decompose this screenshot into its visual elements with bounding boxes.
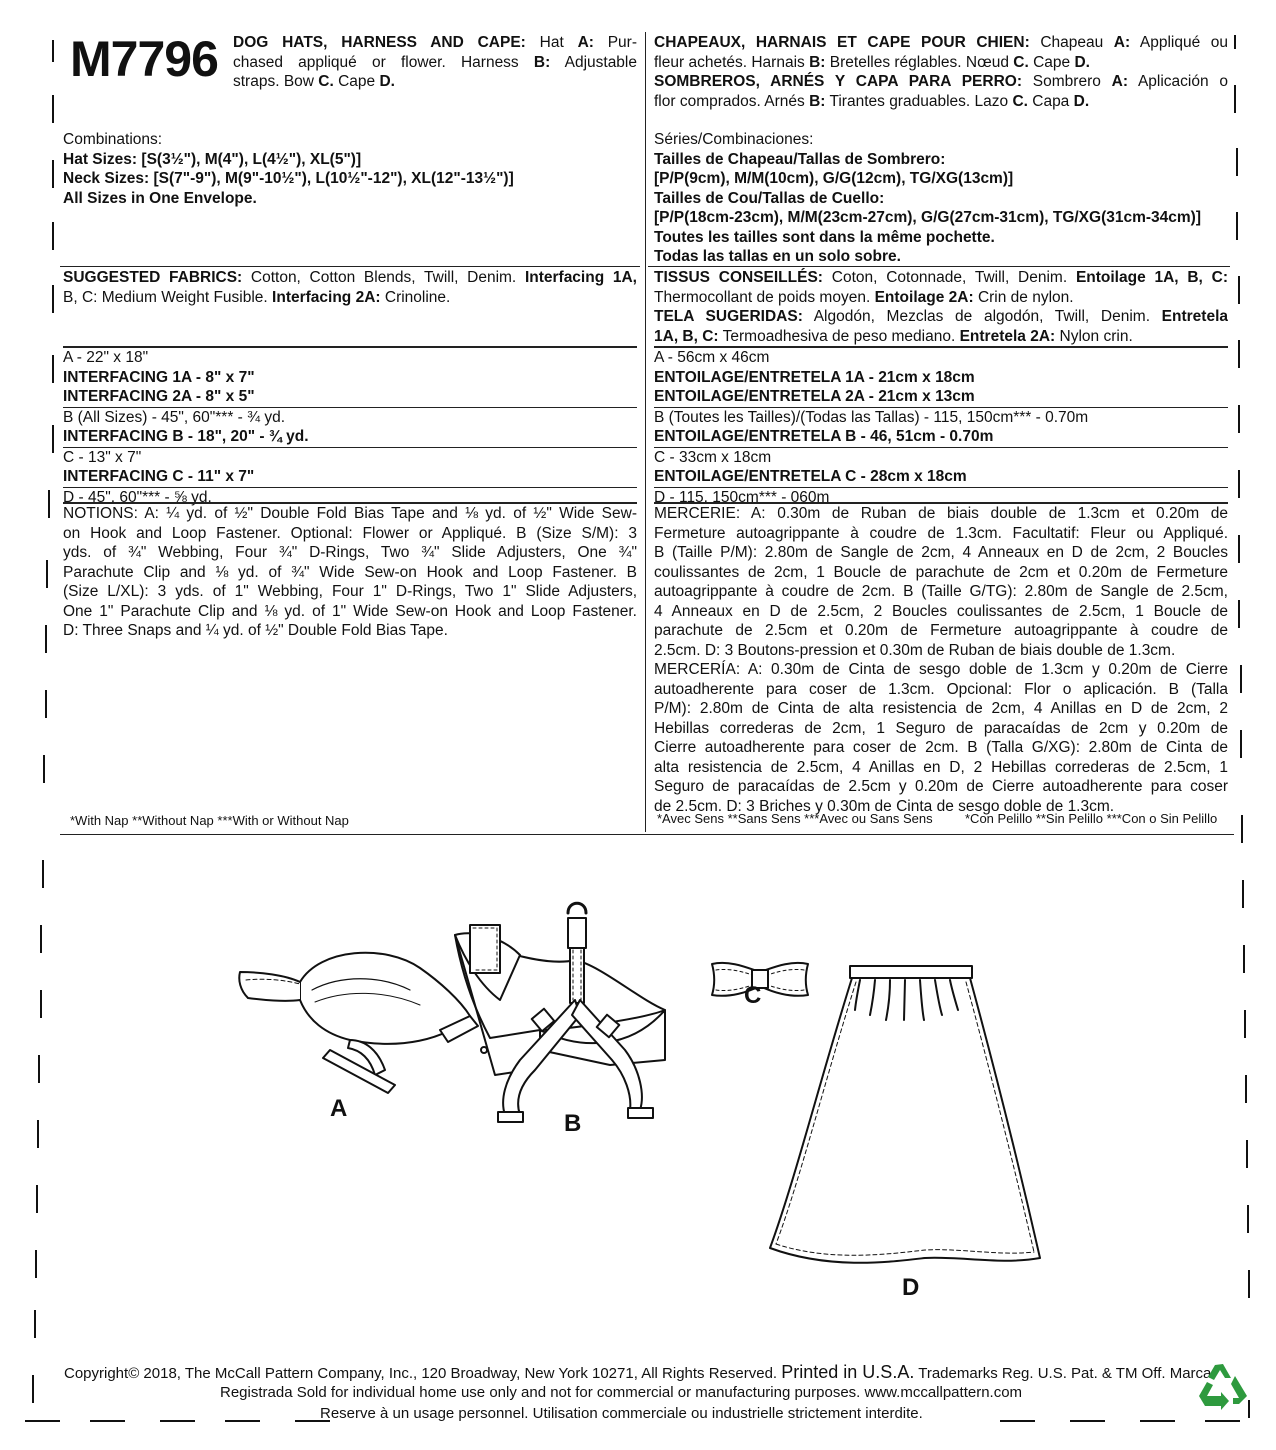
notions-line: coulissantes de 2cm, 1 Boucle de parachute de 2cm et 0.20m de Fermeture [654, 563, 1228, 581]
header-text: Cape [338, 73, 376, 90]
hat-sizes-value: [S(3½"), M(4"), L(4½"), XL(5")] [141, 150, 362, 168]
neck-sizes-value: [S(7"-9"), M(9"-10½"), L(10½"-12"), XL(12"-13½")] [153, 170, 514, 187]
printed-in: Printed in U.S.A. [781, 1362, 915, 1382]
fabrics-text: Nylon crin. [1059, 327, 1133, 345]
neck-sizes-label: Tailles de Cou/Tallas de Cuello: [654, 189, 885, 207]
interfacing-label: Entoilage 1A, B, C: [1075, 269, 1228, 286]
header-text: A: [577, 34, 594, 51]
yardage-row: INTERFACING 1A - 8" x 7" [63, 368, 255, 386]
notions-line: autoadherente para coser de 1.3cm. Opcional: Flor o aplicación. B (Talla [654, 680, 1228, 698]
yardage-row: B (All Sizes) - 45", 60"*** - ¾ yd. [63, 407, 637, 428]
nap-note-en: *With Nap **Without Nap ***With or Without Nap [70, 813, 349, 828]
header-text: C. [1012, 92, 1028, 110]
header-text: Chapeau [1040, 34, 1104, 51]
header-text: Cape [1033, 53, 1071, 71]
header-text: C. [318, 73, 334, 90]
footer-line3: Reserve à un usage personnel. Utilisation commerciale ou industrielle strictement interdite. [320, 1405, 923, 1422]
neck-sizes-label: Neck Sizes: [63, 170, 150, 187]
header-title: DOG HATS, HARNESS AND CAPE: [233, 34, 526, 51]
header-text: Hat [539, 34, 564, 51]
hat-sizes-value: [P/P(9cm), M/M(10cm), G/G(12cm), TG/XG(13cm)] [654, 170, 1014, 187]
fabrics-label: TISSUS CONSEILLÉS: [654, 269, 823, 286]
neck-sizes-value: [P/P(18cm-23cm), M/M(23cm-27cm), G/G(27cm-31cm), TG/XG(31cm-34cm)] [654, 209, 1202, 226]
header-text: Appliqué ou [1139, 34, 1228, 51]
fabrics-text: Coton, Cotonnade, Twill, Denim. [831, 269, 1068, 286]
fabrics-text: Algodón, Mezclas de algodón, Twill, Denim. [813, 308, 1150, 325]
interfacing-label: 1A, B, C: [654, 327, 719, 345]
notions-line: B (Taille P/M): 2.80m de Sangle de 2cm, 4 Anneaux en D de 2cm, 2 Boucles [654, 544, 1228, 561]
yardage-row: ENTOILAGE/ENTRETELA 2A - 21cm x 13cm [654, 388, 975, 405]
header-text: straps. Bow [233, 73, 314, 90]
yardage-row: D - 115, 150cm*** - 060m [654, 487, 1228, 508]
fabrics-text: Crin de nylon. [977, 288, 1074, 306]
all-sizes-note: Toutes les tailles sont dans la même pochette. [654, 228, 995, 246]
yardage-row: C - 33cm x 18cm [654, 447, 1228, 468]
notions-line: Seguro de paracaídas de 2.5cm y 0.20m de Cierre autoadherente para coser [654, 778, 1228, 795]
yardage-row: ENTOILAGE/ENTRETELA C - 28cm x 18cm [654, 468, 967, 485]
notions-line: P/M): 2.80m de Cinta de alta resistencia de 2cm, 4 Anillas en D de 2cm, 2 [654, 700, 1228, 717]
header-text: Adjustable [564, 53, 637, 71]
header-title: CHAPEAUX, HARNAIS ET CAPE POUR CHIEN: [654, 34, 1030, 51]
notions-line: NOTIONS: A: ¼ yd. of ½" Double Fold Bias Tape and ⅛ yd. of ½" Wide Sew- [63, 502, 637, 524]
header-title: SOMBREROS, ARNÉS Y CAPA PARA PERRO: [654, 73, 1022, 90]
figure-label-c: C [744, 982, 762, 1009]
notions-line: de 2.5cm. D: 3 Briches y 0.30m de Cinta de sesgo doble de 1.3cm. [654, 797, 1115, 815]
fabrics-label: TELA SUGERIDAS: [654, 308, 803, 325]
yardage-row: INTERFACING 2A - 8" x 5" [63, 388, 255, 405]
notions-line: D: Three Snaps and ¼ yd. of ½" Double Fold Bias Tape. [63, 622, 448, 639]
header-text: A: [1113, 34, 1131, 51]
header-text: chased appliqué or flower. Harness [233, 53, 519, 71]
header-text: Sombrero [1032, 73, 1101, 90]
header-text: Pur- [607, 34, 637, 51]
nap-note-fr: *Avec Sens **Sans Sens ***Avec ou Sans Sens [657, 811, 933, 826]
header-text: D. [1073, 92, 1090, 110]
notions-line: (Size L/XL): 3 yds. of 1" Webbing, Four 1" D-Rings, Two 1" Slide Adjusters, [63, 583, 637, 600]
yardage-row: A - 22" x 18" [63, 346, 637, 368]
header-text: fleur achetés. Harnais [654, 53, 805, 71]
notions-line: Cierre autoadherente para coser de 2cm. B (Talla G/XG): 2.80m de Cinta de [654, 739, 1228, 756]
yardage-row: B (Toutes les Tailles)/(Todas las Tallas) - 115, 150cm*** - 0.70m [654, 407, 1228, 428]
footer-line2: Registrada Sold for individual home use only and not for commercial or manufacturing purposes. www.mccallpattern.com [220, 1384, 1023, 1401]
header-text: B: [809, 92, 826, 110]
trademarks: Trademarks Reg. U.S. Pat. & TM Off. Marca [918, 1365, 1212, 1382]
all-sizes-note: All Sizes in One Envelope. [63, 189, 257, 207]
notions-line: One 1" Parachute Clip and ⅛ yd. of 1" Wide Sew-on Hook and Loop Fastener. [63, 602, 637, 620]
fabrics-text: Cotton, Cotton Blends, Twill, Denim. [250, 269, 517, 286]
header-text: Bretelles réglables. Nœud [829, 53, 1009, 71]
notions-line: on Hook and Loop Fastener. Optional: Flower or Appliqué. B (Size S/M): 3 [63, 524, 637, 542]
hat-sizes-label: Tailles de Chapeau/Tallas de Sombrero: [654, 150, 946, 168]
interfacing-label: Entretela 2A: [959, 327, 1056, 345]
notions-line: Hebillas correderas de 2cm, 1 Seguro de paracaídas de 2cm y 0.20m de [654, 719, 1228, 737]
footer-line1 [64, 1362, 1211, 1383]
yardage-row: ENTOILAGE/ENTRETELA B - 46, 51cm - 0.70m [654, 428, 994, 445]
header-text: flor comprados. Arnés [654, 92, 805, 110]
notions-line: 2.5cm. D: 3 Boutons-pression et 0.30m de Ruban de biais double de 1.3cm. [654, 641, 1176, 659]
notions-line: Parachute Clip and ⅛ yd. of ¾" Wide Sew-on Hook and Loop Fastener. B [63, 563, 637, 581]
header-text: D. [379, 73, 395, 90]
notions-line: Fermeture autoagrippante à coudre de 1.3cm. Facultatif: Fleur ou Appliqué. [654, 524, 1228, 542]
cape-d-illustration [770, 966, 1040, 1263]
hat-sizes-label: Hat Sizes: [63, 150, 138, 168]
copyright: Copyright© 2018, The McCall Pattern Company, Inc., 120 Broadway, New York 10271, All Rights Reserved. [64, 1365, 778, 1382]
notions-line: MERCERÍA: A: 0.30m de Cinta de sesgo doble de 1.3cm y 0.20m de Cierre [654, 661, 1228, 678]
yardage-row: D - 45", 60"*** - ⅝ yd. [63, 487, 637, 508]
header-text: Capa [1032, 92, 1070, 110]
notions-line: 4 Anneaux en D de 2.5cm, 2 Boucles coulissantes de 2.5cm, 1 Boucle de [654, 602, 1228, 620]
fabrics-text: Thermocollant de poids moyen. [654, 288, 871, 306]
nap-note-es: *Con Pelillo **Sin Pelillo ***Con o Sin Pelillo [965, 811, 1218, 826]
harness-b-illustration [455, 903, 665, 1122]
header-text: Aplicación o [1137, 73, 1228, 90]
fabrics-text: B, C: Medium Weight Fusible. [63, 288, 268, 306]
notions-line: yds. of ¾" Webbing, Four ¾" D-Rings, Two ¾" Slide Adjusters, One ¾" [63, 544, 637, 561]
interfacing-label: Entretela [1161, 308, 1228, 325]
interfacing-label: Interfacing 2A: [272, 288, 381, 306]
combinations-heading: Combinations: [63, 131, 163, 148]
notions-line: MERCERIE: A: 0.30m de Ruban de biais double de 1.3cm et 0.20m de [654, 502, 1228, 524]
figure-label-a: A [330, 1095, 348, 1122]
combinations-heading: Séries/Combinaciones: [654, 131, 814, 148]
notions-line: alta resistencia de 2.5cm, 4 Anillas en D, 2 Hebillas correderas de 2.5cm, 1 [654, 758, 1228, 776]
header-text: B: [809, 53, 826, 71]
pattern-number: M7796 [70, 31, 218, 87]
yardage-row: INTERFACING C - 11" x 7" [63, 468, 255, 485]
recycle-icon [1195, 1360, 1251, 1412]
yardage-row: C - 13" x 7" [63, 447, 637, 468]
header-text: Tirantes graduables. Lazo [829, 92, 1009, 110]
yardage-row: ENTOILAGE/ENTRETELA 1A - 21cm x 18cm [654, 368, 975, 386]
interfacing-label: Entoilage 2A: [874, 288, 974, 306]
header-text: D. [1074, 53, 1090, 71]
fabrics-text: Crinoline. [384, 288, 451, 306]
header-text: A: [1111, 73, 1129, 90]
interfacing-label: Interfacing 1A, [524, 269, 637, 286]
header-text: B: [533, 53, 551, 71]
fabrics-text: Termoadhesiva de peso mediano. [722, 327, 956, 345]
figure-label-d: D [902, 1274, 920, 1301]
all-sizes-note: Todas las tallas en un solo sobre. [654, 248, 901, 265]
notions-line: parachute de 2.5cm et 0.20m de Fermeture autoagrippante à coudre de [654, 622, 1228, 639]
hat-a-illustration [239, 953, 478, 1093]
fabrics-label: SUGGESTED FABRICS: [63, 269, 243, 286]
notions-line: autoagrippante à coudre de 2cm. B (Taille G/TG): 2.80m de Sangle de 2.5cm, [654, 583, 1228, 600]
figure-label-b: B [564, 1110, 582, 1137]
header-text: C. [1013, 53, 1029, 71]
yardage-row: INTERFACING B - 18", 20" - ¾ yd. [63, 428, 309, 445]
yardage-row: A - 56cm x 46cm [654, 346, 1228, 368]
